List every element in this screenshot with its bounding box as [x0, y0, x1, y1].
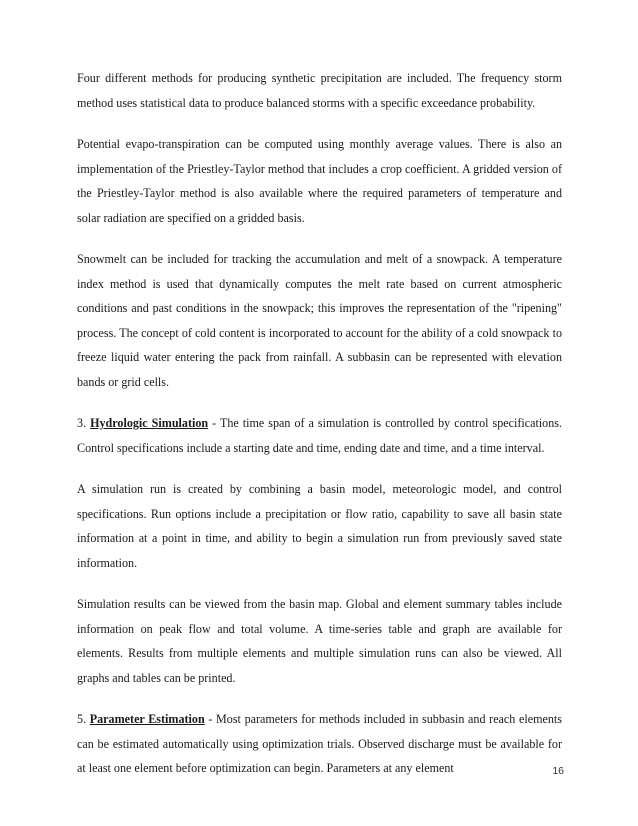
paragraph-text: Potential evapo-transpiration can be computed using monthly average values. There is also an implementation of the Priestley-Taylor method that includes a crop coefficient. A gridded version of the Priestley-Taylor method is also available where the required parameters of temperature and solar radiation are specified on a gridded basis.	[77, 137, 562, 225]
section-heading: Parameter Estimation	[89, 712, 205, 726]
section-number: 3.	[77, 416, 87, 430]
paragraph-text: The time span of a simulation is controlled by control specifications. Control specifications include a starting date and time, ending date and time, and a time interval.	[77, 416, 562, 455]
paragraph-evapotranspiration	[77, 132, 562, 230]
paragraph-snowmelt	[77, 247, 562, 394]
section-number: 5.	[77, 712, 87, 726]
paragraph-text: A simulation run is created by combining a basin model, meteorologic model, and control specifications. Run options include a precipitation or flow ratio, capability to save all basin state information at a point in time, and ability to begin a simulation run from previously saved state information.	[77, 482, 562, 570]
paragraph-hydrologic-simulation	[77, 411, 562, 460]
page-body	[77, 66, 562, 798]
section-heading: Hydrologic Simulation	[90, 416, 209, 430]
heading-separator: -	[204, 712, 217, 726]
paragraph-simulation-run	[77, 477, 562, 575]
paragraph-simulation-results	[77, 592, 562, 690]
paragraph-text: Simulation results can be viewed from the basin map. Global and element summary tables include information on peak flow and total volume. A time-series table and graph are available for elements. Results from multiple elements and multiple simulation runs can also be viewed. All graphs and tables can be printed.	[77, 597, 562, 685]
paragraph-synthetic-precipitation	[77, 66, 562, 115]
heading-separator: -	[208, 416, 220, 430]
page-number: 16	[552, 765, 564, 777]
paragraph-text: Four different methods for producing synthetic precipitation are included. The frequency storm method uses statistical data to produce balanced storms with a specific exceedance probability.	[77, 71, 562, 110]
paragraph-parameter-estimation	[77, 707, 562, 781]
paragraph-text: Most parameters for methods included in subbasin and reach elements can be estimated automatically using optimization trials. Observed discharge must be available for at least one element before optimization can begin. Parameters at any element	[77, 712, 562, 775]
paragraph-text: Snowmelt can be included for tracking the accumulation and melt of a snowpack. A temperature index method is used that dynamically computes the melt rate based on current atmospheric conditions and past conditions in the snowpack; this improves the representation of the "ripening" process. The concept of cold content is incorporated to account for the ability of a cold snowpack to freeze liquid water entering the pack from rainfall. A subbasin can be represented with elevation bands or grid cells.	[77, 252, 562, 389]
